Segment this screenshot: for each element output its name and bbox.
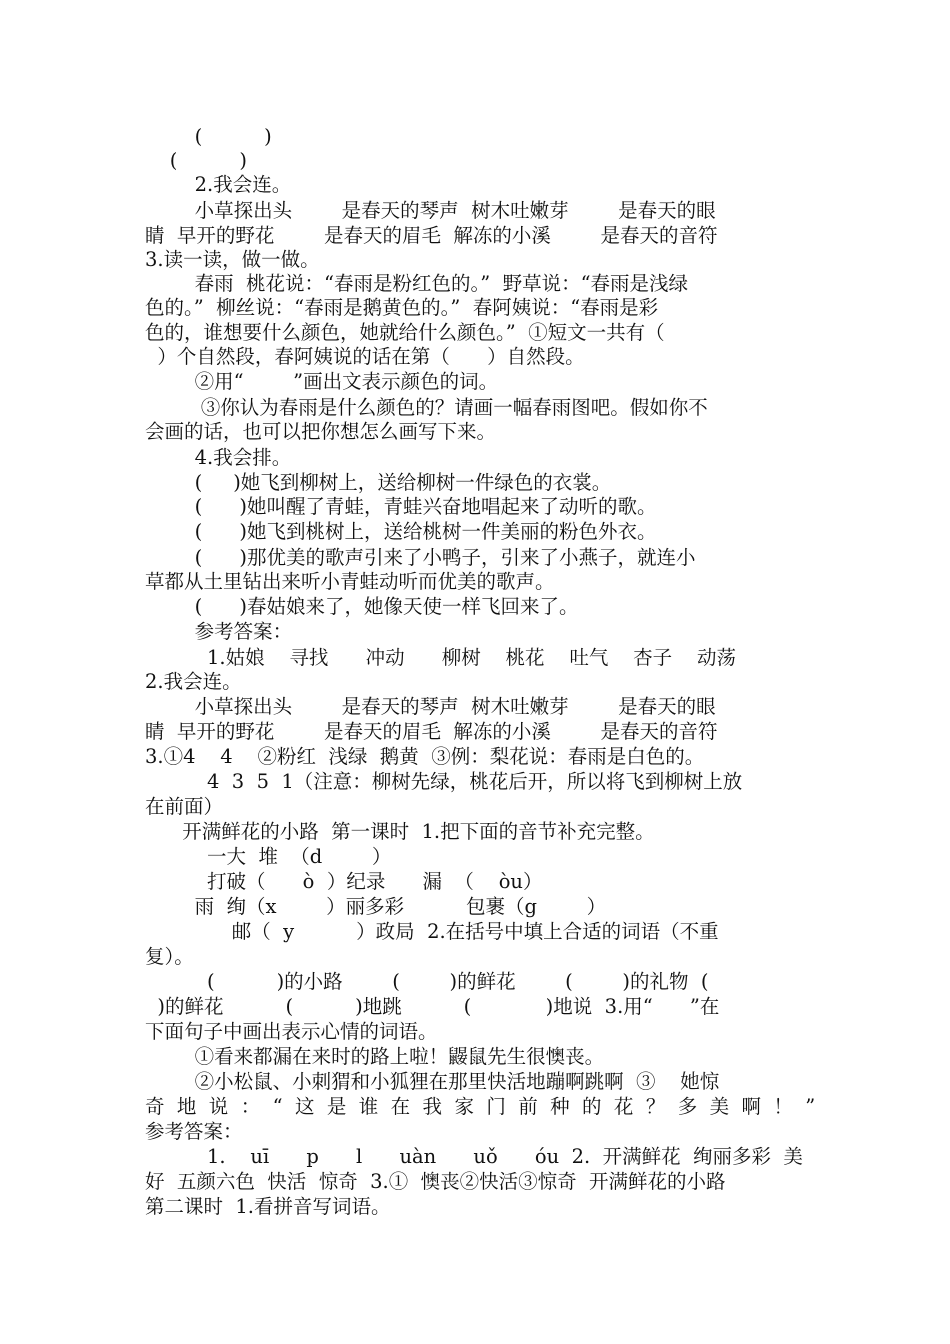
text-line: ③你认为春雨是什么颜色的？请画一幅春雨图吧。假如你不 (145, 396, 708, 419)
text-line: 4 3 5 1（注意：柳树先绿，桃花后开，所以将飞到柳树上放 (145, 770, 743, 793)
text-line: 雨 绚（x ）丽多彩 包裹（g ） (145, 895, 607, 918)
text-line: ②小松鼠、小刺猬和小狐狸在那里快活地蹦啊跳啊 ③ 她惊 (145, 1070, 720, 1093)
text-line: 会画的话，也可以把你想怎么画写下来。 (145, 420, 497, 443)
text-line: 打破（ ò ）纪录 漏 （ òu） (145, 870, 543, 893)
text-line: 1.姑娘 寻找 冲动 柳树 桃花 吐气 杏子 动荡 (145, 646, 736, 669)
text-line: 在前面） (145, 795, 224, 818)
text-line: 3.①4 4 ②粉红 浅绿 鹅黄 ③例：梨花说：春雨是白色的。 (145, 745, 705, 768)
text-line: 3.读一读，做一做。 (145, 248, 320, 271)
text-line: ( ) (145, 125, 272, 148)
text-line: 2.我会连。 (145, 173, 292, 196)
text-line: 春雨 桃花说：“春雨是粉红色的。” 野草说：“春雨是浅绿 (145, 272, 689, 295)
text-line: ( )那优美的歌声引来了小鸭子，引来了小燕子，就连小 (145, 546, 696, 569)
text-line: ( )她飞到柳树上，送给柳树一件绿色的衣裳。 (145, 471, 612, 494)
text-line: 复）。 (145, 945, 194, 968)
text-line: 睛 早开的野花 是春天的眉毛 解冻的小溪 是春天的音符 (145, 224, 718, 247)
text-line: 参考答案： (145, 1120, 243, 1143)
text-line: 草都从土里钻出来听小青蛙动听而优美的歌声。 (145, 570, 555, 593)
text-line: 小草探出头 是春天的琴声 树木吐嫩芽 是春天的眼 (145, 695, 716, 718)
text-line: 好 五颜六色 快活 惊奇 3.① 懊丧②快活③惊奇 开满鲜花的小路 (145, 1170, 726, 1193)
text-line: 一大 堆 （d ） (145, 845, 392, 868)
text-line: 色的。” 柳丝说：“春雨是鹅黄色的。” 春阿姨说：“春雨是彩 (145, 296, 659, 319)
text-line: 1. uī p l uàn uǒ óu 2. 开满鲜花 绚丽多彩 美 (145, 1145, 803, 1168)
text-line: 睛 早开的野花 是春天的眉毛 解冻的小溪 是春天的音符 (145, 720, 718, 743)
text-line: 开满鲜花的小路 第一课时 1.把下面的音节补充完整。 (145, 820, 655, 843)
text-line: ( )春姑娘来了，她像天使一样飞回来了。 (145, 595, 579, 618)
text-line: 奇 地 说 ： “ 这 是 谁 在 我 家 门 前 种 的 花 ？ 多 美 啊 ！ ” (145, 1095, 816, 1118)
text-line: ( ) (145, 149, 247, 172)
text-line: ①看来都漏在来时的路上啦！鼹鼠先生很懊丧。 (145, 1045, 605, 1068)
text-line: 2.我会连。 (145, 670, 242, 693)
text-line: ( )她叫醒了青蛙，青蛙兴奋地唱起来了动听的歌。 (145, 495, 657, 518)
text-line: 下面句子中画出表示心情的词语。 (145, 1020, 438, 1043)
text-line: ）个自然段，春阿姨说的话在第（ ）自然段。 (145, 345, 585, 368)
text-line: 参考答案： (145, 620, 293, 643)
text-line: 第二课时 1.看拼音写词语。 (145, 1195, 391, 1218)
text-line: ( )的小路 ( )的鲜花 ( )的礼物 ( (145, 970, 709, 993)
text-line: 邮（ y ）政局 2.在括号中填上合适的词语（不重 (145, 920, 719, 943)
text-line: 色的，谁想要什么颜色，她就给什么颜色。” ①短文一共有（ (145, 321, 665, 344)
text-line: ②用“ ”画出文表示颜色的词。 (145, 370, 499, 393)
text-line: )的鲜花 ( )地跳 ( )地说 3.用“ ”在 (145, 995, 720, 1018)
text-line: 4.我会排。 (145, 446, 292, 469)
text-line: 小草探出头 是春天的琴声 树木吐嫩芽 是春天的眼 (145, 199, 716, 222)
text-line: ( )她飞到桃树上，送给桃树一件美丽的粉色外衣。 (145, 520, 657, 543)
